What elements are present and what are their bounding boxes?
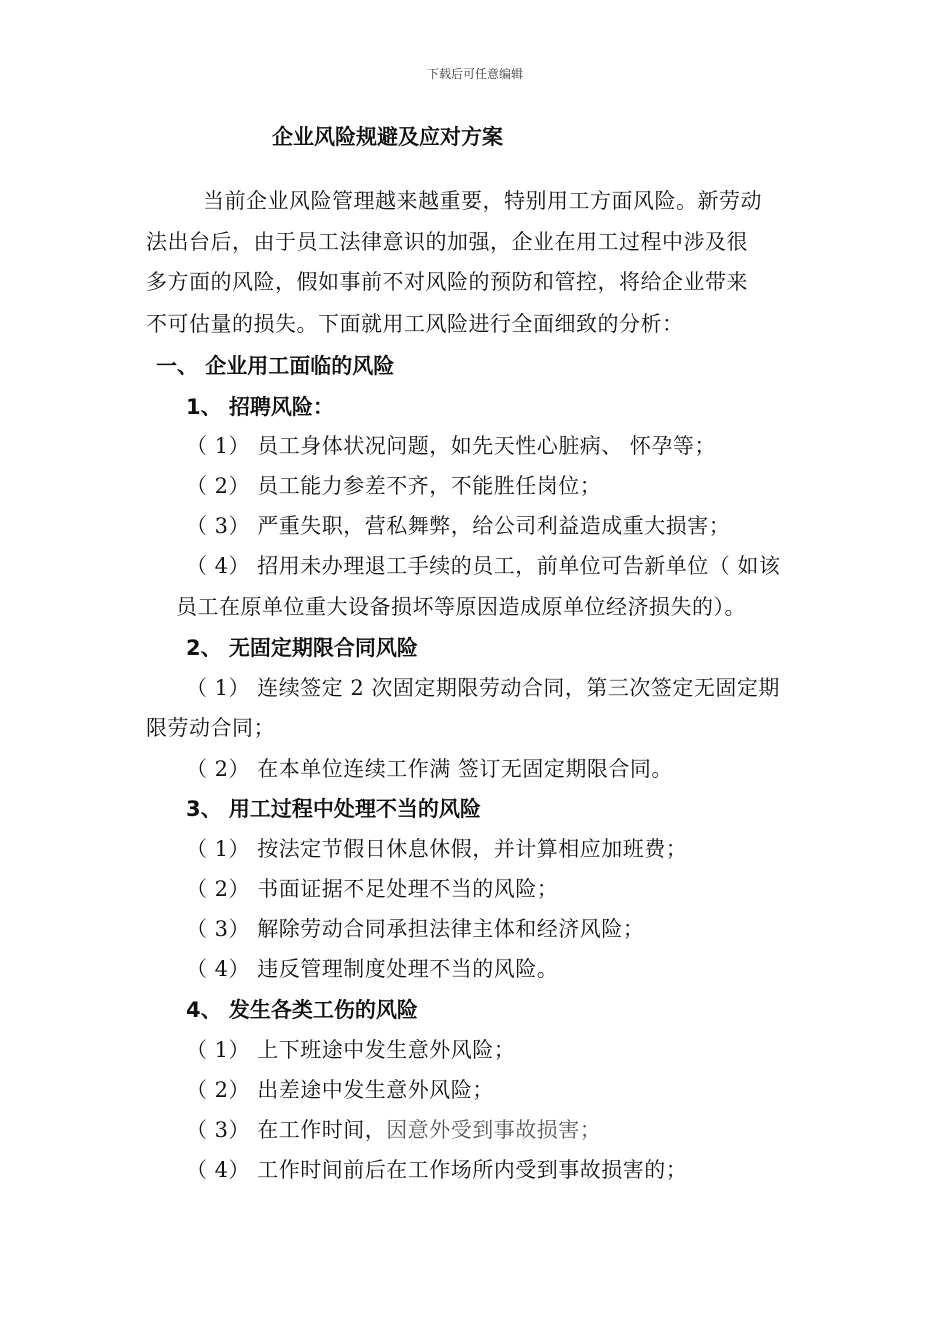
list-item: （ 4） 违反管理制度处理不当的风险。 [186,957,559,981]
list-item-text-faded: 因意外受到事故损害； [386,1118,602,1142]
list-item: （ 2） 书面证据不足处理不当的风险； [186,877,559,901]
list-item-text: （ 3） 在工作时间， [186,1118,387,1142]
subsection-heading: 2、 无固定期限合同风险 [186,636,418,660]
intro-paragraph-line: 多方面的风险，假如事前不对风险的预防和管控，将给企业带来 [146,270,748,294]
subsection-heading: 1、 招聘风险： [186,395,334,419]
list-item: （ 2） 员工能力参差不齐，不能胜任岗位； [186,474,602,498]
document-title: 企业风险规避及应对方案 [272,125,503,149]
list-item: （ 1） 上下班途中发生意外风险； [186,1038,516,1062]
list-item: （ 3） 严重失职，营私舞弊，给公司利益造成重大损害； [186,514,731,538]
page-header-note: 下载后可任意编辑 [426,67,523,81]
subsection-heading: 4、 发生各类工伤的风险 [186,998,418,1022]
section-heading: 一、 企业用工面临的风险 [156,354,395,378]
intro-paragraph-line: 不可估量的损失。下面就用工风险进行全面细致的分析： [146,312,684,336]
list-item-continuation: 限劳动合同； [146,716,275,740]
list-item: （ 2） 在本单位连续工作满 签订无固定期限合同。 [186,757,673,781]
subsection-heading: 3、 用工过程中处理不当的风险 [186,797,481,821]
list-item: （ 1） 员工身体状况问题，如先天性心脏病、 怀孕等； [186,434,716,458]
list-item: （ 4） 工作时间前后在工作场所内受到事故损害的； [186,1158,688,1182]
list-item: （ 2） 出差途中发生意外风险； [186,1078,494,1102]
list-item [186,1120,601,1141]
intro-paragraph-line: 法出台后，由于员工法律意识的加强，企业在用工过程中涉及很 [146,230,748,254]
list-item: （ 1） 按法定节假日休息休假，并计算相应加班费； [186,837,688,861]
list-item: （ 4） 招用未办理退工手续的员工，前单位可告新单位（ 如该 [186,554,781,578]
list-item: （ 3） 解除劳动合同承担法律主体和经济风险； [186,917,645,941]
list-item: （ 1） 连续签定 2 次固定期限劳动合同，第三次签定无固定期 [186,676,780,700]
intro-paragraph-line: 当前企业风险管理越来越重要，特别用工方面风险。新劳动 [203,189,762,213]
list-item-continuation: 员工在原单位重大设备损坏等原因造成原单位经济损失的）。 [176,595,746,619]
